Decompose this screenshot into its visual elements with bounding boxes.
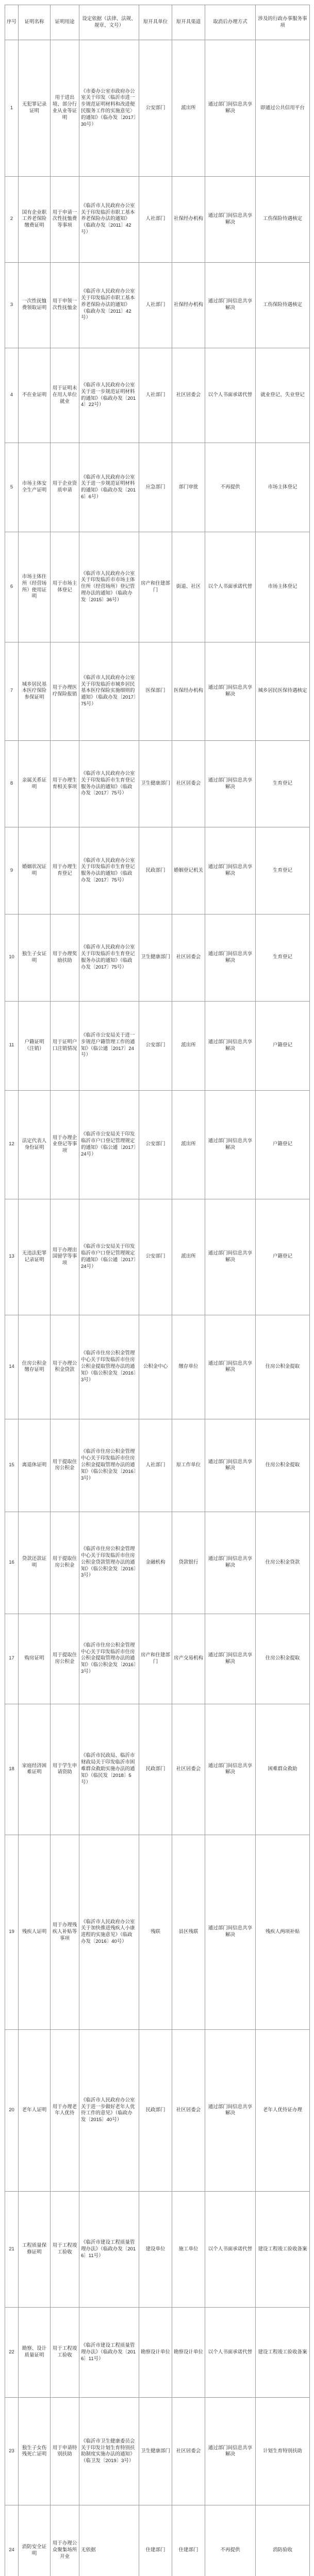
row-certificate-name: 一次性抚恤费领取证明 [19,262,51,348]
row-issuing-channel: 派出所 [172,1001,205,1090]
row-certificate-use: 用于进出境、部分行业从业等证明 [51,40,79,177]
row-certificate-use: 用于办理公积金贷款 [51,1315,79,1419]
row-index: 18 [5,1704,19,1835]
row-certificate-name: 不在业证明 [19,348,51,443]
row-certificate-name: 住房公积金缴存证明 [19,1315,51,1419]
row-index: 22 [5,2308,19,2398]
row-issuing-channel: 派出所 [172,40,205,177]
row-issuing-channel: 婚姻登记机关 [172,827,205,914]
row-related-service: 住房公积金贷款 [256,1512,310,1614]
row-certificate-use: 用于企业资质申请 [51,443,79,532]
table-row [5,443,310,532]
table-row [5,262,310,348]
row-related-service: 工伤保险待遇核定 [256,177,310,262]
row-index: 14 [5,1315,19,1419]
row-handling-method: 通过部门间信息共享解决 [205,1419,256,1512]
row-issuing-channel: 医保经办机构 [172,642,205,740]
table-row [5,532,310,642]
row-index: 7 [5,642,19,740]
row-certificate-use: 用于市场主体登记 [51,532,79,642]
row-certificate-use: 用于提取住房公积金 [51,1614,79,1704]
row-handling-method: 以个人书面承诺代替 [205,532,256,642]
row-issuing-unit: 人社部门 [139,348,172,443]
row-certificate-use: 用于工程竣工验收 [51,2192,79,2308]
row-issuing-channel: 街道、社区 [172,532,205,642]
row-handling-method: 通过部门间信息共享解决 [205,642,256,740]
row-handling-method: 通过部门间信息共享解决 [205,40,256,177]
row-issuing-unit: 医保部门 [139,642,172,740]
row-certificate-name: 城乡居民基本医疗保险参保证明 [19,642,51,740]
table-row [5,1419,310,1512]
row-issuing-unit: 公安部门 [139,1001,172,1090]
row-issuing-unit: 公安部门 [139,1199,172,1315]
row-certificate-name: 工程质量保修证明 [19,2192,51,2308]
row-issuing-unit: 房产和住建部门 [139,532,172,642]
row-index: 19 [5,1835,19,2029]
row-related-service: 住房公积金提取 [256,1315,310,1419]
table-row [5,1512,310,1614]
row-issuing-unit: 民政部门 [139,1704,172,1835]
row-certificate-name: 贷款还款证明 [19,1512,51,1614]
row-issuing-unit: 住建部门 [139,2505,172,2576]
table-row [5,1001,310,1090]
row-handling-method: 通过部门间信息共享解决 [205,2398,256,2505]
row-handling-method: 不再提供 [205,443,256,532]
row-handling-method: 通过部门间信息共享解决 [205,1614,256,1704]
row-related-service: 消防验收 [256,2505,310,2576]
table-header-row [5,5,310,40]
row-issuing-unit: 民政部门 [139,2029,172,2192]
row-issuing-channel: 社区居委会 [172,2398,205,2505]
row-related-service: 计划生育特别扶助 [256,2398,310,2505]
row-issuing-channel: 住建部门 [172,2505,205,2576]
table-row [5,2029,310,2192]
row-legal-basis: 《临沂市人民政府办公室关于进一步做好老年人优待工作的意见》（临政办发〔2015〕40号） [79,2029,139,2192]
row-related-service: 建设工程竣工验收备案 [256,2192,310,2308]
row-issuing-unit: 建设单位 [139,2192,172,2308]
row-handling-method: 通过部门间信息共享解决 [205,1835,256,2029]
row-issuing-channel: 勘察设计单位 [172,2308,205,2398]
row-issuing-channel: 社区居委会 [172,2029,205,2192]
row-related-service: 就业登记、失业登记 [256,348,310,443]
row-handling-method: 通过部门间信息共享解决 [205,1001,256,1090]
row-handling-method: 不再提供 [205,2505,256,2576]
row-index: 4 [5,348,19,443]
row-legal-basis: 《临沂市人民政府办公室关于印发临沂市生育登记服务办法的通知》（临政办发〔2017〕75号） [79,827,139,914]
row-handling-method: 通过部门间信息共享解决 [205,740,256,827]
row-legal-basis: 《临沂市建设工程质量管理办法》（临政办发〔2016〕11号） [79,2308,139,2398]
row-legal-basis: 《临沂市公安局关于印发临沂市户口登记管理规定的通知》（临公通〔2017〕24号） [79,1199,139,1315]
row-certificate-use: 用于办理奖励扶助 [51,914,79,1002]
row-certificate-name: 亲属关系证明 [19,740,51,827]
row-certificate-use: 用于提取住房公积金 [51,1419,79,1512]
table-row [5,827,310,914]
row-certificate-use: 用于证明户口注销情况 [51,1001,79,1090]
row-certificate-use: 用于申请特别扶助 [51,2398,79,2505]
document-page [0,5,314,2576]
row-legal-basis: 《临沂市公安局关于印发临沂市户口登记管理规定的通知》（临公通〔2017〕24号） [79,1090,139,1199]
row-issuing-channel: 派出所 [172,1090,205,1199]
row-issuing-unit: 勘察设计单位 [139,2308,172,2398]
row-certificate-use: 用于办理生育登记 [51,827,79,914]
row-related-service: 城乡居民医保待遇核定 [256,642,310,740]
row-certificate-use: 用于办理残疾人补贴等事项 [51,1835,79,2029]
row-certificate-name: 独生子女伤残死亡证明 [19,2398,51,2505]
row-legal-basis: 《临沂市人民政府办公室关于进一步规范证明材料的通知》（临政办发〔2016〕6号） [79,443,139,532]
row-handling-method: 通过部门间信息共享解决 [205,262,256,348]
table-row [5,2398,310,2505]
row-handling-method: 通过部门间信息共享解决 [205,1090,256,1199]
row-index: 9 [5,827,19,914]
row-issuing-unit: 公安部门 [139,1090,172,1199]
row-legal-basis: 《临沂市住房公积金管理中心关于印发临沂市住房公积金提取管理办法的通知》（临公积金发〔2016〕3号） [79,1614,139,1704]
table-row [5,740,310,827]
header-index: 序号 [5,5,19,40]
table-body [5,40,310,2576]
row-related-service: 住房公积金提取 [256,1614,310,1704]
row-certificate-use: 用于办理生育相关事项 [51,740,79,827]
row-legal-basis: 《临沂市人民政府办公室关于进一步规范证明材料的通知》（临政办发〔2014〕22号） [79,348,139,443]
row-issuing-channel: 缴存单位 [172,1315,205,1419]
table-row [5,1315,310,1419]
row-issuing-channel: 社保经办机构 [172,262,205,348]
row-related-service: 残疾人两项补贴 [256,1835,310,2029]
row-handling-method: 通过部门间信息共享解决 [205,1199,256,1315]
row-related-service: 户籍登记 [256,1199,310,1315]
row-certificate-use: 用于提取住房公积金 [51,1512,79,1614]
header-channel: 原开具渠道 [172,5,205,40]
row-legal-basis: 《市委办公室市政府办公室关于印发〈临沂市进一步规范证明材料和改进便民服务工作的实施意见〉的通知》（临办发〔2017〕30号） [79,40,139,177]
table-row [5,348,310,443]
row-index: 8 [5,740,19,827]
row-issuing-channel: 社保经办机构 [172,177,205,262]
row-legal-basis: 《临沂市建设工程质量管理办法》（临政办发〔2016〕11号） [79,2192,139,2308]
row-handling-method: 以个人书面承诺代替 [205,2308,256,2398]
row-certificate-use: 用于工程竣工验收 [51,2308,79,2398]
row-index: 20 [5,2029,19,2192]
row-legal-basis: 《临沂市人民政府办公室关于印发临沂市城乡居民基本医疗保险实施细则的通知》（临政办发〔2017〕75号） [79,642,139,740]
table-row [5,177,310,262]
row-certificate-name: 市场主体住所（经营场所）使用证明 [19,532,51,642]
row-related-service: 户籍登记 [256,1001,310,1090]
row-certificate-use: 用于申领一次性抚恤金 [51,262,79,348]
row-certificate-name: 婚姻状况证明 [19,827,51,914]
row-certificate-name: 勘察、设计质量证明 [19,2308,51,2398]
row-legal-basis: 《临沂市住房公积金管理中心关于印发临沂市住房公积金提取管理办法的通知》（临公积金发〔2016〕3号） [79,1419,139,1512]
row-certificate-name: 无违法犯罪记录证明 [19,1199,51,1315]
row-index: 10 [5,914,19,1002]
row-related-service: 生育登记 [256,827,310,914]
header-method: 取消后办理方式 [205,5,256,40]
table-row [5,2192,310,2308]
header-use: 证明用途 [51,5,79,40]
row-index: 23 [5,2398,19,2505]
row-legal-basis: 《临沂市人民政府办公室关于印发临沂市职工基本养老保险办法的通知》（临政办发〔2011〕42号） [79,262,139,348]
row-related-service: 住房公积金提取 [256,1419,310,1512]
table-row [5,914,310,1002]
row-certificate-name: 国有企业职工养老保险缴费证明 [19,177,51,262]
row-related-service: 生育登记 [256,740,310,827]
row-certificate-name: 残疾人证明 [19,1835,51,2029]
row-legal-basis: 《临沂市公安局关于进一步规范户籍管理工作的通知》（临公通〔2017〕24号） [79,1001,139,1090]
row-handling-method: 通过部门间信息共享解决 [205,1704,256,1835]
row-handling-method: 通过部门间信息共享解决 [205,177,256,262]
row-legal-basis: 《临沂市人民政府办公室关于印发临沂市市场主体住所（经营场所）登记管理办法的通知》（临政办发〔2015〕36号） [79,532,139,642]
row-certificate-name: 购房证明 [19,1614,51,1704]
row-legal-basis: 《临沂市住房公积金管理中心关于印发临沂市住房公积金贷款管理办法的通知》（临公积金发〔2016〕3号） [79,1512,139,1614]
row-index: 2 [5,177,19,262]
table-row [5,1090,310,1199]
row-related-service: 即通过公共信用平台 [256,40,310,177]
row-issuing-channel: 原工作单位 [172,1419,205,1512]
row-issuing-channel: 社区居委会 [172,740,205,827]
table-row [5,1199,310,1315]
row-index: 17 [5,1614,19,1704]
row-index: 24 [5,2505,19,2576]
row-legal-basis: 《临沂市住房公积金管理中心关于印发临沂市住房公积金提取管理办法的通知》（临公积金发〔2016〕3号） [79,1315,139,1419]
row-index: 15 [5,1419,19,1512]
row-issuing-unit: 残联 [139,1835,172,2029]
row-index: 12 [5,1090,19,1199]
row-issuing-channel: 房产交易机构 [172,1614,205,1704]
row-related-service: 市场主体登记 [256,443,310,532]
row-index: 11 [5,1001,19,1090]
row-handling-method: 通过部门间信息共享解决 [205,1315,256,1419]
row-certificate-name: 户籍证明（注销） [19,1001,51,1090]
table-row [5,1835,310,2029]
table-row [5,2505,310,2576]
row-handling-method: 通过部门间信息共享解决 [205,827,256,914]
row-issuing-unit: 卫生健康部门 [139,2398,172,2505]
row-related-service: 工伤保险待遇核定 [256,262,310,348]
row-index: 1 [5,40,19,177]
row-certificate-name: 市场主体安全生产证明 [19,443,51,532]
row-legal-basis: 无依据 [79,2505,139,2576]
header-extra: 涉及的行政办事服务事项 [256,5,310,40]
row-related-service: 市场主体登记 [256,532,310,642]
row-index: 16 [5,1512,19,1614]
row-issuing-unit: 金融机构 [139,1512,172,1614]
row-legal-basis: 《临沂市人民政府办公室关于印发临沂市生育登记服务办法的通知》（临政办发〔2017〕75号） [79,740,139,827]
row-certificate-use: 用于办理老年人优待 [51,2029,79,2192]
row-issuing-unit: 卫生健康部门 [139,914,172,1002]
row-related-service: 困难群众救助 [256,1704,310,1835]
row-handling-method: 通过部门间信息共享解决 [205,1512,256,1614]
header-issuer: 原开具单位 [139,5,172,40]
table-row [5,40,310,177]
row-related-service: 户籍登记 [256,1090,310,1199]
row-issuing-unit: 人社部门 [139,177,172,262]
row-handling-method: 通过部门间信息共享解决 [205,914,256,1002]
certificate-cancellation-table [5,5,310,2576]
row-handling-method: 通过部门间信息共享解决 [205,2029,256,2192]
row-certificate-use: 用于办理企业登记等事项 [51,1090,79,1199]
row-issuing-unit: 公安部门 [139,40,172,177]
row-certificate-use: 用于办理出国留学等事项 [51,1199,79,1315]
row-issuing-unit: 民政部门 [139,827,172,914]
row-issuing-unit: 房产和住建部门 [139,1614,172,1704]
row-index: 21 [5,2192,19,2308]
table-row [5,1704,310,1835]
table-row [5,1614,310,1704]
row-certificate-name: 独生子女证明 [19,914,51,1002]
row-certificate-use: 用于学生申请资助 [51,1704,79,1835]
row-issuing-unit: 应急部门 [139,443,172,532]
row-related-service: 老年人优待证办理 [256,2029,310,2192]
row-certificate-use: 用于证明未在用人单位就业 [51,348,79,443]
row-legal-basis: 《临沂市卫生健康委员会关于印发计划生育特别扶助制度实施办法的通知》（临卫发〔2019〕3号） [79,2398,139,2505]
row-index: 6 [5,532,19,642]
row-issuing-unit: 人社部门 [139,262,172,348]
row-handling-method: 以个人书面承诺代替 [205,2192,256,2308]
row-issuing-channel: 派出所 [172,1199,205,1315]
row-certificate-name: 家庭经济困难证明 [19,1704,51,1835]
row-issuing-channel: 社区居委会 [172,348,205,443]
row-issuing-channel: 部门审批 [172,443,205,532]
table-row [5,2308,310,2398]
row-issuing-channel: 社区居委会 [172,914,205,1002]
row-legal-basis: 《临沂市民政局、临沂市财政局关于印发临沂市困难群众救助实施办法的通知》（临民发〔2018〕5号） [79,1704,139,1835]
row-certificate-name: 老年人证明 [19,2029,51,2192]
row-issuing-channel: 社区居委会 [172,1704,205,1835]
header-name: 证明名称 [19,5,51,40]
row-legal-basis: 《临沂市人民政府办公室关于加快推进残疾人小康进程的实施意见》（临政办发〔2016〕40号） [79,1835,139,2029]
row-issuing-channel: 县区残联 [172,1835,205,2029]
row-certificate-use: 用于办理医疗保险报销 [51,642,79,740]
row-certificate-use: 用于申请一次性抚恤费等事项 [51,177,79,262]
row-issuing-channel: 贷款银行 [172,1512,205,1614]
row-index: 13 [5,1199,19,1315]
row-certificate-name: 法定代表人身份证明 [19,1090,51,1199]
row-issuing-unit: 卫生健康部门 [139,740,172,827]
row-related-service: 生育登记 [256,914,310,1002]
row-legal-basis: 《临沂市人民政府办公室关于印发临沂市职工基本养老保险办法的通知》（临政办发〔2011〕42号） [79,177,139,262]
row-issuing-unit: 公积金中心 [139,1315,172,1419]
row-handling-method: 以个人书面承诺代替 [205,348,256,443]
row-certificate-name: 无犯罪记录证明 [19,40,51,177]
row-index: 3 [5,262,19,348]
header-basis: 设定依据（法律、法规、规章、文号） [79,5,139,40]
row-issuing-channel: 施工单位 [172,2192,205,2308]
row-certificate-name: 消防安全证明 [19,2505,51,2576]
row-issuing-unit: 人社部门 [139,1419,172,1512]
row-index: 5 [5,443,19,532]
row-certificate-use: 用于办理公众聚集场所开业 [51,2505,79,2576]
row-related-service: 建设工程竣工验收备案 [256,2308,310,2398]
table-row [5,642,310,740]
row-legal-basis: 《临沂市人民政府办公室关于印发临沂市生育登记服务办法的通知》（临政办发〔2017〕75号） [79,914,139,1002]
row-certificate-name: 离退休证明 [19,1419,51,1512]
